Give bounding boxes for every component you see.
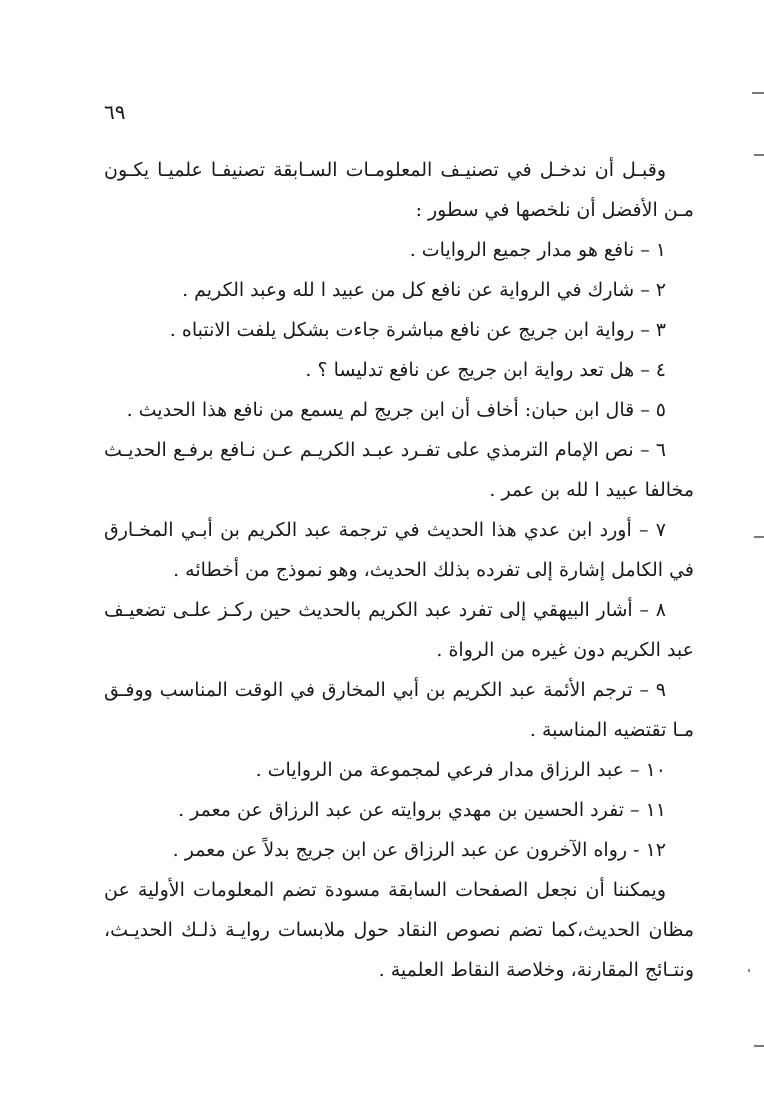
scan-edge-mark [754,1045,764,1047]
list-item: ٤ – هل تعد رواية ابن جريج عن نافع تدليسا ؟ . [305,359,666,381]
list-item: ١٢ - رواه الآخرون عن عبد الرزاق عن ابن جريج بدلاً عن معمر . [172,839,666,861]
list-item: ٩ – ترجم الأئمة عبد الكريم بن أبي المخارق في الوقت المناسب ووفـق مـا تقتضيه المناسبة . [104,679,694,741]
list-item: ١١ – تفرد الحسين بن مهدي بروايته عن عبد الرزاق عن معمر . [178,799,666,821]
list-item: ٢ – شارك في الرواية عن نافع كل من عبيد ا لله وعبد الكريم . [182,279,666,301]
list-item: ٣ – رواية ابن جريج عن نافع مباشرة جاءت بشكل يلفت الانتباه . [169,319,666,341]
scan-edge-mark [752,92,764,94]
list-item: ٨ – أشار البيهقي إلى تفرد عبد الكريم بالحديث حين ركـز علـى تضعيـف عبد الكريم دون غيره من الرواة . [104,599,694,661]
closing-paragraph: ويمكننا أن نجعل الصفحات السابقة مسودة تضم المعلومات الأولية عن مظان الحديث،كما تضم نصوص النقاد حول ملابسات روايـة ذلـك الحديـث، ونتـائج المقارنة، وخلاصة النقاط العلمية . [104,879,694,981]
scan-speck [748,969,750,972]
page-number: ٦٩ [104,100,126,124]
intro-paragraph: وقبـل أن ندخـل في تصنيـف المعلومـات السـابقة تصنيفـا علميـا يكـون مـن الأفضل أن نلخصها في سطور : [104,159,694,221]
body-text [104,150,694,990]
scan-edge-mark [754,154,764,156]
scan-edge-mark [754,536,764,538]
list-item: ١٠ – عبد الرزاق مدار فرعي لمجموعة من الروايات . [255,759,666,781]
list-item: ١ – نافع هو مدار جميع الروايات . [409,239,666,261]
list-item: ٦ – نص الإمام الترمذي على تفـرد عبـد الكريـم عـن نـافع برفـع الحديـث مخالفا عبيد ا لله بن عمر . [104,439,694,501]
list-item: ٧ – أورد ابن عدي هذا الحديث في ترجمة عبد الكريم بن أبـي المخـارق في الكامل إشارة إلى تفرده بذلك الحديث، وهو نموذج من أخطائه . [104,519,694,581]
list-item: ٥ – قال ابن حبان: أخاف أن ابن جريج لم يسمع من نافع هذا الحديث . [126,399,666,421]
